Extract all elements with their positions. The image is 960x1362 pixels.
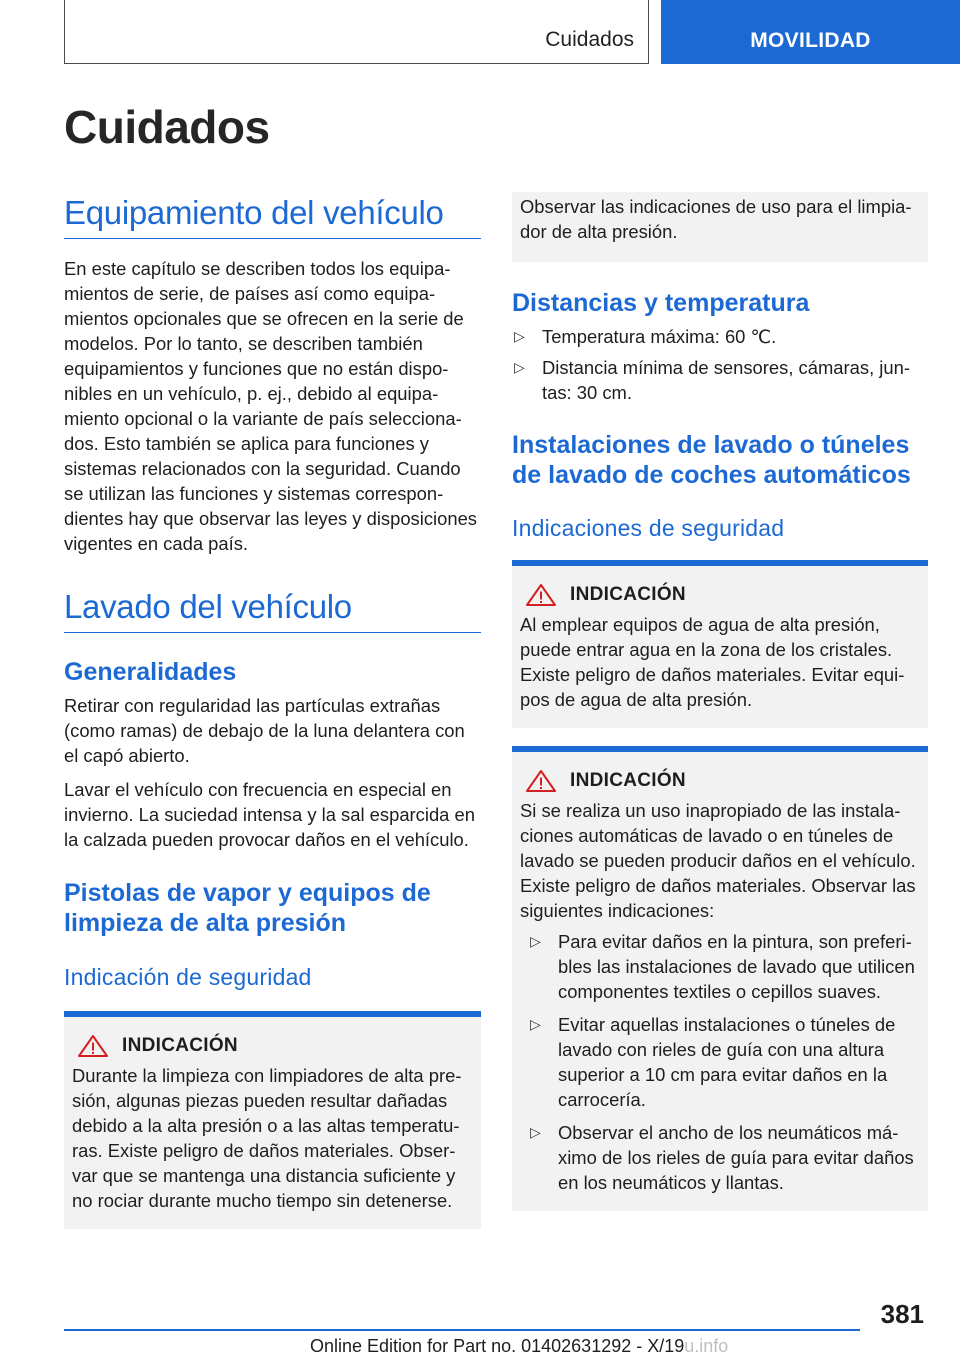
- notice-text: Durante la limpieza con limpiadores de alta presión, algunas piezas pueden resultar dañadas debido a la alta presión o a las altas temperaturas. Existe peligro de daños materiales. Observar que se mantenga una distancia suficiente y no rociar durante mucho tiempo sin detenerse.: [72, 1065, 462, 1211]
- notice-box: [512, 746, 928, 1211]
- footer-divider: [64, 1329, 860, 1331]
- right-column: [512, 192, 928, 1211]
- car-wash-list: [520, 929, 920, 1195]
- safety-notes-heading: Indicaciones de seguridad: [512, 515, 785, 541]
- vehicle-wash-heading: Lavado del vehículo: [64, 586, 481, 633]
- notice-header: [72, 1031, 473, 1061]
- page-title: Cuidados: [64, 101, 270, 153]
- watermark-text: u.info: [684, 1336, 729, 1356]
- notice-header: [520, 580, 920, 610]
- footer-edition: [310, 1336, 728, 1357]
- list-item: ▷ Para evitar daños en la pintura, son preferibles las instalaciones de lavado que utilicen componentes textiles o cepillos suaves.: [530, 931, 915, 1002]
- notice-text: Al emplear equipos de agua de alta presión, puede entrar agua en la zona de los cristales. Existe peligro de daños materiales. Evitar equipos de agua de alta presión.: [520, 614, 905, 710]
- warning-triangle-icon: [524, 769, 558, 793]
- notice-text: Si se realiza un uso inapropiado de las instalaciones automáticas de lavado o en túneles de lavado se pueden producir daños en el vehículo. Existe peligro de daños materiales. Observar las siguientes indicaciones:: [520, 800, 916, 921]
- equipment-heading: Equipamiento del vehículo: [64, 192, 481, 239]
- distances-list: [512, 324, 928, 405]
- distances-heading: Distancias y temperatura: [512, 289, 810, 317]
- left-column: [64, 192, 481, 1229]
- list-item: ▷ Evitar aquellas instalaciones o túneles de lavado con rieles de guía con una altura superior a 10 cm para evitar daños en la carrocería.: [530, 1014, 896, 1110]
- notice-continuation-text: Observar las indicaciones de uso para el limpiador de alta presión.: [520, 196, 912, 242]
- edition-text: Online Edition for Part no. 01402631292 - X/19: [310, 1336, 685, 1356]
- warning-triangle-icon: [524, 583, 558, 607]
- general-paragraph-1: Retirar con regularidad las partículas extrañas (como ramas) de debajo de la luna delantera con el capó abierto.: [64, 695, 465, 766]
- triangle-bullet-icon: ▷: [530, 1124, 541, 1140]
- list-item: ▷ Temperatura máxima: 60 ℃.: [514, 326, 777, 347]
- notice-header: [520, 766, 920, 796]
- triangle-bullet-icon: ▷: [514, 359, 525, 375]
- notice-box: [512, 560, 928, 728]
- page-number: 381: [880, 1299, 924, 1329]
- header-section-tab: [64, 0, 649, 64]
- list-item: ▷ Distancia mínima de sensores, cámaras, juntas: 30 cm.: [514, 357, 910, 403]
- triangle-bullet-icon: ▷: [514, 328, 525, 344]
- car-wash-heading: Instalaciones de lavado o túneles de lavado de coches automáticos: [512, 431, 911, 489]
- general-paragraph-2: Lavar el vehículo con frecuencia en especial en invierno. La suciedad intensa y la sal esparcida en la calzada pueden provocar daños en el vehículo.: [64, 779, 475, 850]
- notice-title: INDICACIÓN: [570, 584, 686, 605]
- equipment-text: En este capítulo se describen todos los equipamientos de serie, de países así como equipamientos opcionales que se ofrecen en la serie de modelos. Por lo tanto, se describen también equipamientos y funciones que no están disponibles en un vehículo, p. ej., debido al equipamiento opcional o la variante de país seleccionados. Esto también se aplica para funciones y sistemas relacionados con la seguridad. Cuando se utilizan las funciones y sistemas correspondientes hay que observar las leyes y disposiciones vigentes en cada país.: [64, 258, 477, 554]
- notice-box: [64, 1011, 481, 1229]
- triangle-bullet-icon: ▷: [530, 1016, 541, 1032]
- notice-continuation-box: [512, 192, 928, 262]
- steam-cleaner-heading: Pistolas de vapor y equipos de limpieza de alta presión: [64, 879, 431, 937]
- notice-title: INDICACIÓN: [570, 770, 686, 791]
- warning-triangle-icon: [76, 1034, 110, 1058]
- list-item: ▷ Observar el ancho de los neumáticos máximo de los rieles de guía para evitar daños en los neumáticos y llantas.: [530, 1122, 914, 1193]
- safety-note-heading: Indicación de seguridad: [64, 964, 312, 990]
- header-chapter-tab: [661, 0, 960, 64]
- notice-title: INDICACIÓN: [122, 1035, 238, 1056]
- header-chapter-label: MOVILIDAD: [750, 29, 871, 52]
- general-heading: Generalidades: [64, 658, 237, 686]
- header-section-label: Cuidados: [545, 28, 634, 51]
- triangle-bullet-icon: ▷: [530, 933, 541, 949]
